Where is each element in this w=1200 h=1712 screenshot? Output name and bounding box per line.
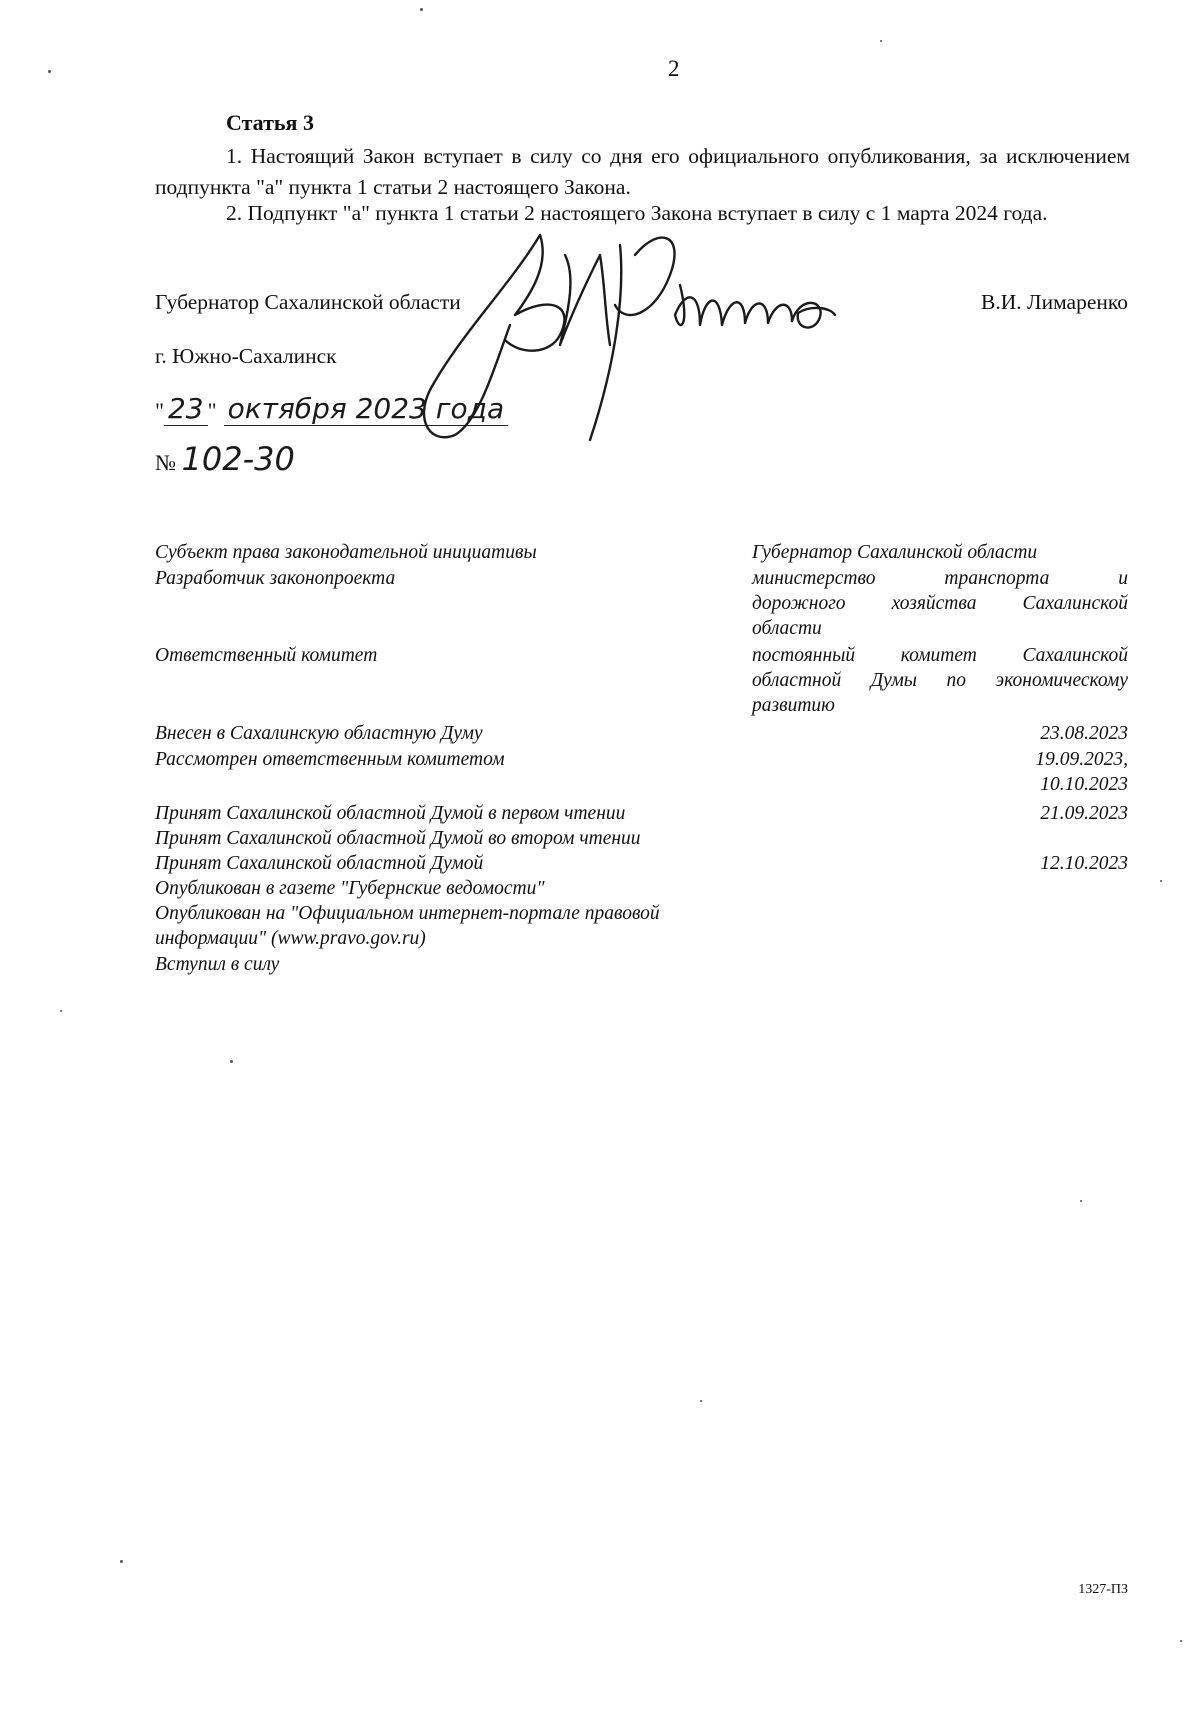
scan-speck xyxy=(48,70,51,73)
reviewed-date-1: 19.09.2023, xyxy=(1035,749,1128,770)
reviewed-date-2: 10.10.2023 xyxy=(1040,774,1128,795)
committee-value-line-1: постоянный комитет Сахалинской xyxy=(752,645,1128,666)
scan-speck xyxy=(230,1060,233,1063)
submitted-date: 23.08.2023 xyxy=(1040,723,1128,744)
committee-value-line-2: областной Думы по экономическому xyxy=(752,670,1128,691)
in-force-label: Вступил в силу xyxy=(155,954,280,975)
article-heading: Статья 3 xyxy=(226,110,314,135)
developer-value-line-2: дорожного хозяйства Сахалинской xyxy=(752,593,1128,614)
first-reading-label: Принят Сахалинской областной Думой в первом чтении xyxy=(155,803,626,824)
developer-value-line-3: области xyxy=(752,618,822,639)
second-reading-label: Принят Сахалинской областной Думой во втором чтении xyxy=(155,828,641,849)
scan-speck xyxy=(60,1010,62,1012)
date-close-quote: " xyxy=(207,398,217,423)
developer-label: Разработчик законопроекта xyxy=(155,568,396,589)
developer-value-line-1: министерство транспорта и xyxy=(752,568,1128,589)
number-prefix: № xyxy=(155,450,176,475)
committee-value-line-3: развитию xyxy=(752,695,835,716)
adopted-date: 12.10.2023 xyxy=(1040,853,1128,874)
adopted-label: Принят Сахалинской областной Думой xyxy=(155,853,484,874)
footer-document-code: 1327-ПЗ xyxy=(1078,1582,1128,1597)
scan-speck xyxy=(1160,880,1162,882)
handwritten-signature xyxy=(400,215,940,455)
subject-value: Губернатор Сахалинской области xyxy=(752,542,1038,563)
reviewed-label: Рассмотрен ответственным комитетом xyxy=(155,749,505,770)
scan-speck xyxy=(1080,1200,1082,1202)
article-paragraph-1-text: 1. Настоящий Закон вступает в силу со дня его официального опубликования, за исключением подпункта "а" пункта 1 статьи 2 настоящего Закона. xyxy=(155,144,1130,199)
number-value: 102-30 xyxy=(181,440,295,478)
submitted-label: Внесен в Сахалинскую областную Думу xyxy=(155,723,483,744)
governor-name: В.И. Лимаренко xyxy=(981,290,1128,314)
article-paragraph-2-text: 2. Подпункт "а" пункта 1 статьи 2 настоящего Закона вступает в силу с 1 марта 2024 года. xyxy=(226,201,1048,225)
scan-speck xyxy=(880,40,882,42)
city-line: г. Южно-Сахалинск xyxy=(155,344,337,368)
page-number: 2 xyxy=(668,56,680,81)
governor-title: Губернатор Сахалинской области xyxy=(155,290,461,314)
published-portal-label-line-1: Опубликован на "Официальном интернет-портале правовой xyxy=(155,903,660,924)
scan-speck xyxy=(420,8,423,11)
scan-speck xyxy=(120,1560,123,1563)
date-month-year: октября 2023 года xyxy=(224,392,509,426)
committee-label: Ответственный комитет xyxy=(155,645,378,666)
scan-speck xyxy=(700,1400,702,1402)
subject-label: Субъект права законодательной инициативы xyxy=(155,542,537,563)
date-open-quote: " xyxy=(155,398,164,423)
date-day: 23 xyxy=(164,392,208,426)
scan-speck xyxy=(1180,1640,1182,1642)
law-number xyxy=(155,440,295,478)
first-reading-date: 21.09.2023 xyxy=(1040,803,1128,824)
published-newspaper-label: Опубликован в газете "Губернские ведомости" xyxy=(155,878,545,899)
article-paragraph-1 xyxy=(155,141,1130,203)
published-portal-label-line-2: информации" (www.pravo.gov.ru) xyxy=(155,928,426,949)
